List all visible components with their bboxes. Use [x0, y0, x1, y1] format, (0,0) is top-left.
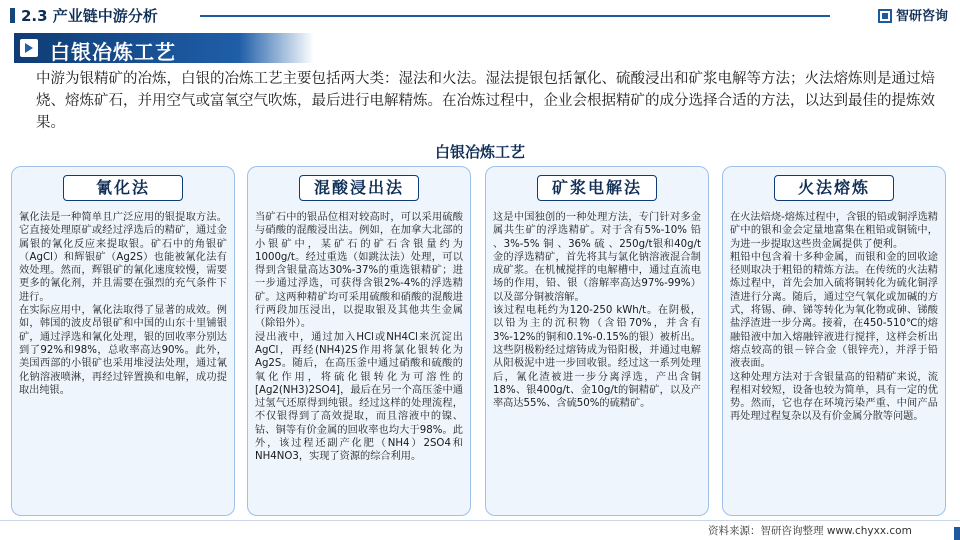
brand-name: 智研咨询 [895, 9, 948, 24]
page-accent-bar [954, 527, 960, 540]
section-marker-icon [10, 8, 15, 23]
header-divider [200, 15, 830, 17]
card-slurry-electrolysis [485, 166, 709, 516]
source-note: 资料来源：智研咨询整理 www.chyxx.com [708, 525, 912, 537]
card-paragraph: 粗铅中包含着十多种金属，而银和金的回收途径则取决于粗铅的精炼方法。在传统的火法精炼过程中，首先会加入硫将铜转化为硫化铜浮渣进行分离。随后，通过空气氧化或加碱的方式，将锡、砷、锑等转化为氧化物或砷、锑酸盐浮渣进一步分离。接着，在450-510℃的熔融铅液中加入熔融锌液进行搅拌，这样会析出熔点较高的银－锌合金（银锌壳），并浮于铅液表面。 [730, 251, 938, 370]
card-title: 火法熔炼 [774, 175, 894, 201]
card-body [19, 211, 227, 511]
brand-logo [878, 5, 948, 24]
title-banner [14, 33, 314, 63]
intro-paragraph: 中游为银精矿的冶炼，白银的冶炼工艺主要包括两大类：湿法和火法。湿法提银包括氰化、硫酸浸出和矿浆电解等方法；火法熔炼则是通过焙烧、熔炼矿石，并用空气或富氧空气吹炼，最后进行电解精炼。在冶炼过程中，企业会根据精矿的成分选择合适的方法，以达到最佳的提炼效果。 [36, 71, 935, 131]
card-title: 氰化法 [63, 175, 183, 201]
card-paragraph: 这是中国独创的一种处理方法，专门针对多金属共生矿的浮选精矿。对于含有5%-10% 铅 、3%-5% 铜 、36% 硫 、250g/t银和40g/t金的浮选精矿，首先将其与氯化钠溶液混合制成矿浆。在机械搅拌的电解槽中，通过直流电场的作用，铅、银（溶解率高达97%-99%）以及部分铜被溶解。 [493, 212, 701, 303]
card-paragraph: 这种处理方法对于含银量高的铅精矿来说，流程相对较短，设备也较为简单，具有一定的优势。然而，它也存在环境污染严重、中间产品再处理过程复杂以及有价金属分散等问题。 [730, 371, 938, 423]
brand-logo-icon [878, 9, 892, 23]
play-icon [20, 39, 38, 57]
card-paragraph: 浸出液中，通过加入HCl或NH4Cl来沉淀出AgCl，再经(NH4)2S作用将氯化银转化为Ag2S。随后，在高压釜中通过硝酸和硫酸的氧化作用，将硫化银转化为可溶性的[Ag2(NH3)2SO4]，最后在另一个高压釜中通过氢气还原得到纯银。经过这样的处理流程，不仅银得到了高效提取，而且溶液中的镍、钴、铜等有价金属的回收率也均大于98%。此外，该过程还副产化肥（NH4）2SO4和NH4NO3，实现了资源的综合利用。 [255, 331, 463, 463]
card-body [255, 211, 463, 511]
card-mixed-acid-leaching [247, 166, 471, 516]
card-pyrometallurgy [722, 166, 946, 516]
card-title: 混酸浸出法 [299, 175, 419, 201]
card-paragraph: 在实际应用中，氰化法取得了显著的成效。例如，韩国的波皮昂银矿和中国的山东十里铺银矿，通过浮选和氰化处理，银的回收率分别达到了92%和98%，总收率高达90%。此外，美国西部的小银矿也采用堆浸法处理，通过氰化钠溶液喷淋，再经过锌置换和电解，成功提取出纯银。 [19, 305, 227, 396]
card-paragraph: 当矿石中的银品位相对较高时，可以采用硫酸与硝酸的混酸浸出法。例如，在加拿大北部的小银矿中，某矿石的矿石含银量约为1000g/t。经过重选（如跳汰法）处理，可以得到含银量高达30%-37%的重选银精矿；进一步通过浮选，可获得含银2%-4%的浮选精矿。这两种精矿均可采用硫酸和硝酸的混酸进行两段加压浸出，以提取银及其他共生金属（除铅外）。 [255, 212, 463, 330]
card-cyanidation [11, 166, 235, 516]
section-title [10, 5, 158, 26]
top-bar [0, 0, 960, 30]
card-paragraph: 氰化法是一种简单且广泛应用的银提取方法。它直接处理原矿或经过浮选后的精矿，通过金属银的氰化反应来提取银。矿石中的角银矿（AgCl）和辉银矿（Ag2S）也能被氰化法有效处理。然而，辉银矿的氰化速度较慢，需要更多的氰化剂，并且需要在强烈的充气条件下进行。 [19, 212, 227, 303]
section-title-text: 2.3 产业链中游分析 [21, 7, 158, 25]
card-paragraph: 在火法焙烧-熔炼过程中，含银的铅或铜浮选精矿中的银和金会定量地富集在粗铅或铜锍中，为进一步提取这些贵金属提供了便利。 [730, 212, 938, 250]
footer-divider [0, 520, 960, 521]
card-title: 矿浆电解法 [537, 175, 657, 201]
diagram-title: 白银冶炼工艺 [434, 143, 525, 161]
card-paragraph: 该过程电耗约为120-250 kWh/t。在阴极，以铅为主的沉积物（含铅70%，并含有3%-12%的铜和0.1%-0.15%的银）被析出。这些阴极粉经过熔铸成为铅阳极，并通过电解从阳极泥中进一步回收银。经过这一系列处理后，氰化渣被进一步分离浮选，产出含铜18%、银400g/t、金10g/t的铜精矿，以及产率高达55%、含硫50%的硫精矿。 [493, 305, 701, 410]
card-body [493, 211, 701, 511]
card-body [730, 211, 938, 511]
page-title: 白银冶炼工艺 [50, 40, 176, 64]
